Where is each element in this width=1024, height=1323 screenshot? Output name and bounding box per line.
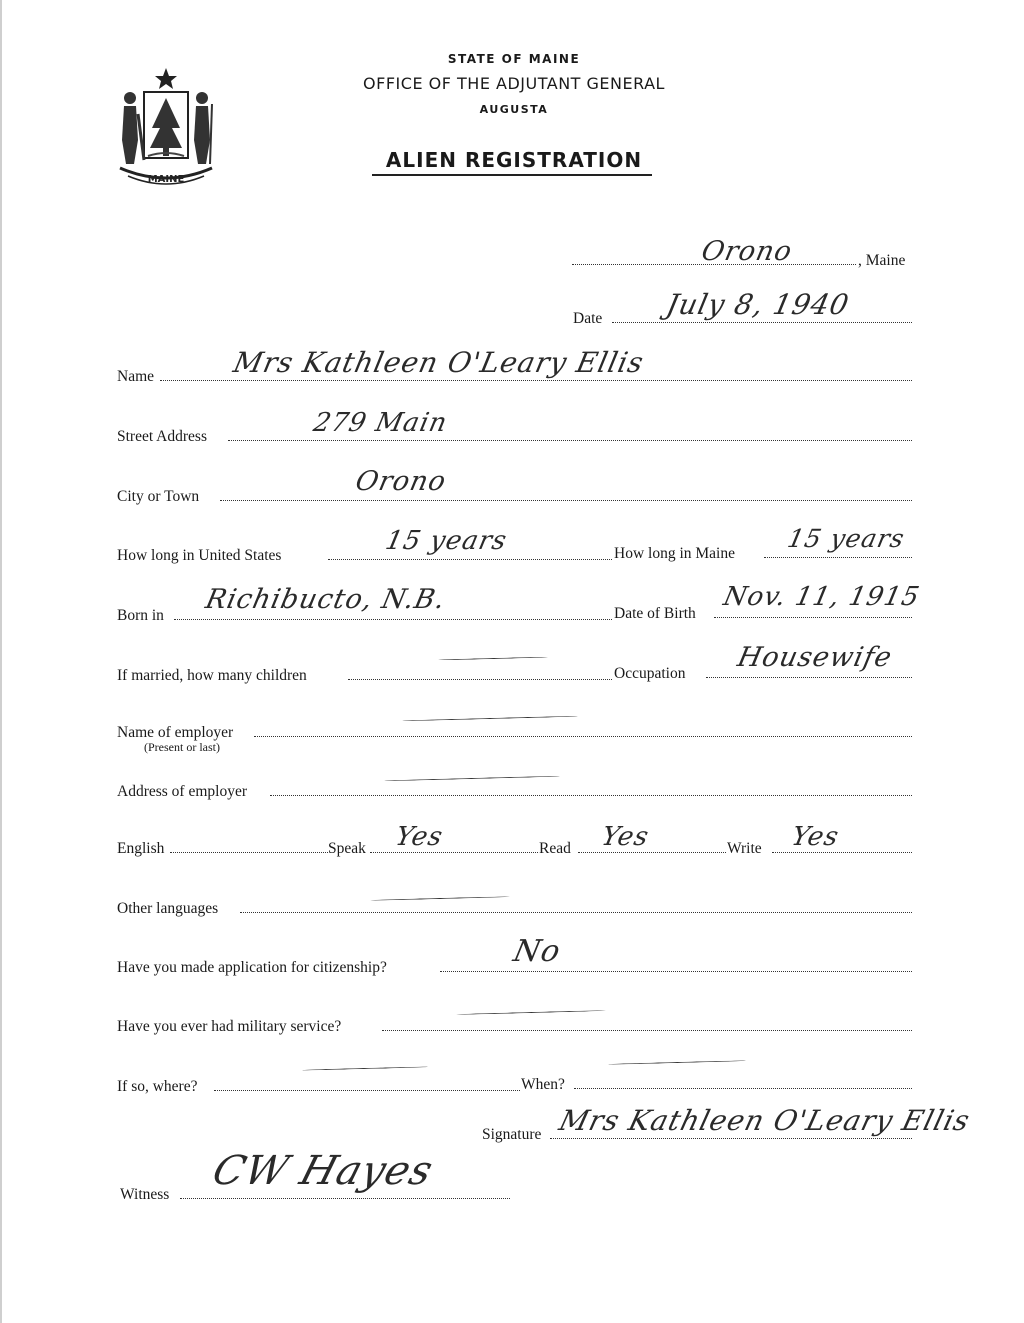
name-line — [160, 380, 912, 381]
date-line — [612, 322, 912, 323]
citizenship-value: No — [510, 934, 565, 969]
other-languages-dash — [370, 896, 510, 901]
employer-line — [254, 736, 912, 737]
witness-label: Witness — [120, 1186, 170, 1203]
when-label: When? — [521, 1076, 565, 1093]
signature-line — [550, 1138, 912, 1139]
us-value: 15 years — [382, 526, 510, 556]
page-title: ALIEN REGISTRATION — [385, 148, 643, 172]
title-underline — [372, 174, 652, 176]
witness-value: CW Hayes — [207, 1148, 439, 1194]
city-value: Orono — [352, 466, 450, 497]
write-label: Write — [727, 840, 762, 857]
english-label: English — [117, 840, 165, 857]
write-line — [772, 852, 912, 853]
town-value: Orono — [698, 236, 796, 267]
born-value: Richibucto, N.B. — [202, 584, 449, 615]
maine-line — [764, 557, 912, 558]
speak-line — [370, 852, 538, 853]
employer-label: Name of employer — [117, 724, 234, 741]
witness-line — [180, 1198, 510, 1199]
city-line — [220, 500, 912, 501]
read-label: Read — [539, 840, 571, 857]
dob-value: Nov. 11, 1915 — [720, 582, 923, 612]
read-value: Yes — [598, 822, 652, 852]
citizenship-line — [440, 971, 912, 972]
where-dash — [302, 1066, 428, 1070]
when-line — [574, 1088, 912, 1089]
date-value: July 8, 1940 — [663, 288, 853, 321]
state-seal-icon — [114, 64, 218, 192]
employer-address-label: Address of employer — [117, 783, 247, 800]
us-line — [328, 559, 612, 560]
occupation-value: Housewife — [734, 642, 896, 673]
citizenship-label: Have you made application for citizenship? — [117, 959, 387, 976]
children-label: If married, how many children — [117, 667, 307, 684]
employer-address-line — [270, 795, 912, 796]
where-label: If so, where? — [117, 1078, 198, 1095]
speak-label: Speak — [328, 840, 366, 857]
street-label: Street Address — [117, 428, 207, 445]
street-line — [228, 440, 912, 441]
maine-label: How long in Maine — [614, 545, 735, 562]
header-state: STATE OF MAINE — [447, 52, 581, 66]
born-label: Born in — [117, 607, 164, 624]
children-line — [348, 679, 612, 680]
name-value: Mrs Kathleen O'Leary Ellis — [230, 346, 648, 379]
date-label: Date — [573, 310, 603, 327]
occupation-label: Occupation — [614, 665, 686, 682]
speak-value: Yes — [392, 822, 446, 852]
maine-value: 15 years — [784, 524, 908, 553]
employer-sublabel: (Present or last) — [144, 740, 220, 754]
seal-text: MAINE — [147, 174, 185, 185]
name-label: Name — [117, 368, 155, 385]
street-value: 279 Main — [310, 408, 451, 438]
town-suffix: , Maine — [858, 252, 906, 269]
occupation-line — [706, 677, 912, 678]
write-value: Yes — [788, 822, 842, 852]
dob-label: Date of Birth — [614, 605, 696, 622]
employer-address-dash — [384, 776, 560, 782]
english-line — [170, 852, 328, 853]
signature-label: Signature — [482, 1126, 542, 1143]
header-office: OFFICE OF THE ADJUTANT GENERAL — [363, 74, 665, 93]
children-dash — [438, 657, 548, 661]
employer-dash — [402, 716, 578, 722]
us-label: How long in United States — [117, 547, 282, 564]
city-label: City or Town — [117, 488, 200, 505]
when-dash — [608, 1060, 746, 1065]
military-line — [382, 1030, 912, 1031]
military-dash — [456, 1010, 606, 1015]
dob-line — [714, 617, 912, 618]
other-languages-label: Other languages — [117, 900, 219, 917]
born-line — [174, 619, 612, 620]
read-line — [578, 852, 726, 853]
military-label: Have you ever had military service? — [117, 1018, 342, 1035]
signature-value: Mrs Kathleen O'Leary Ellis — [555, 1104, 974, 1137]
other-languages-line — [240, 912, 912, 913]
where-line — [214, 1090, 520, 1091]
header-city: AUGUSTA — [479, 103, 549, 116]
